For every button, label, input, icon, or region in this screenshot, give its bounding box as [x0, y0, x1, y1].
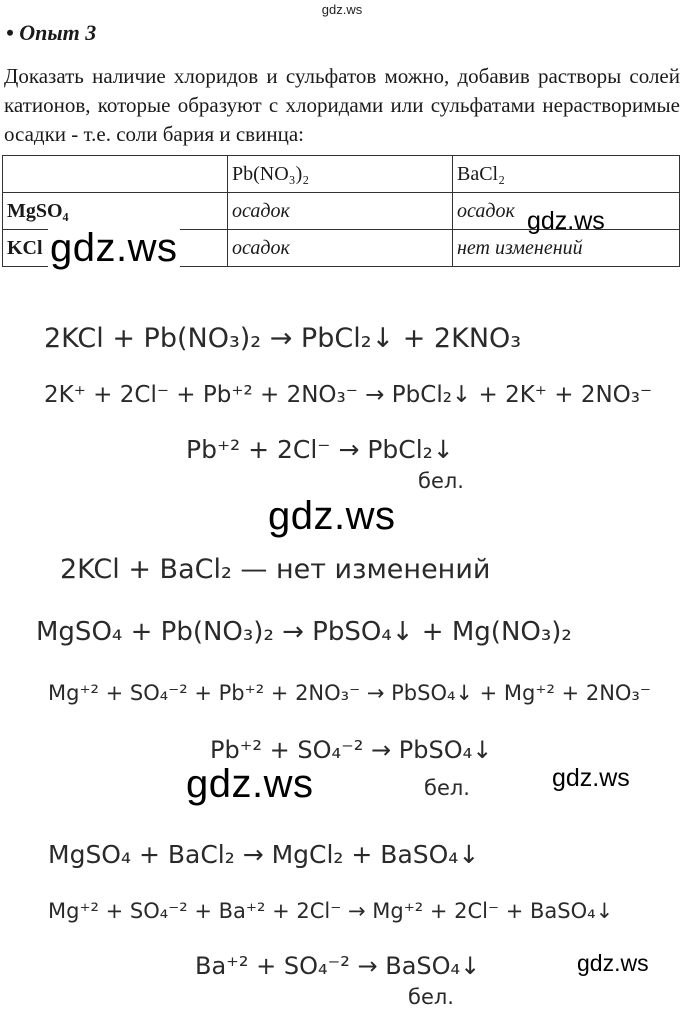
handwritten-equations	[0, 290, 684, 1010]
table-cell: осадок	[453, 193, 680, 230]
table-cell: нет изменений	[453, 230, 680, 267]
eq-mgso4-pb-molecular: MgSO₄ + Pb(NO₃)₂ → PbSO₄↓ + Mg(NO₃)₂	[36, 617, 572, 647]
row-label-kcl: KCl	[3, 230, 228, 267]
watermark-top: gdz.ws	[321, 2, 363, 17]
eq-kcl-ba-molecular: 2KCl + BaCl₂ — нет изменений	[60, 554, 491, 585]
eq-mgso4-ba-full-ionic: Mg⁺² + SO₄⁻² + Ba⁺² + 2Cl⁻ → Mg⁺² + 2Cl⁻ + BaSO₄↓	[48, 899, 614, 923]
eq-mgso4-ba-molecular: MgSO₄ + BaCl₂ → MgCl₂ + BaSO₄↓	[48, 840, 480, 869]
watermark-middle: gdz.ws	[268, 494, 396, 538]
watermark-bottom-right: gdz.ws	[577, 950, 649, 976]
eq-kcl-pb-short-ionic: Pb⁺² + 2Cl⁻ → PbCl₂↓	[186, 435, 454, 464]
row-label-mgso4: MgSO₄	[3, 193, 228, 230]
watermark-lower-left: gdz.ws	[186, 762, 314, 806]
note-white-precipitate: бел.	[424, 776, 470, 800]
table-header-pb: Pb(NO₃)₂	[228, 156, 453, 193]
table-cell: осадок	[228, 230, 453, 267]
eq-mgso4-pb-short-ionic: Pb⁺² + SO₄⁻² → PbSO₄↓	[210, 736, 493, 764]
eq-mgso4-ba-short-ionic: Ba⁺² + SO₄⁻² → BaSO₄↓	[195, 952, 481, 980]
table-header-row	[3, 156, 680, 193]
eq-kcl-pb-molecular: 2KCl + Pb(NO₃)₂ → PbCl₂↓ + 2KNO₃	[44, 323, 522, 354]
eq-kcl-pb-full-ionic: 2K⁺ + 2Cl⁻ + Pb⁺² + 2NO₃⁻ → PbCl₂↓ + 2K⁺ + 2NO₃⁻	[44, 382, 653, 408]
table-cell: осадок	[228, 193, 453, 230]
experiment-heading: • Опыт 3	[6, 20, 97, 45]
intro-paragraph: Доказать наличие хлоридов и сульфатов можно, добавив растворы солей катионов, которые образуют с хлоридами или сульфатами нерастворимые осадки - т.е. соли бария и свинца:	[4, 64, 680, 146]
eq-mgso4-pb-full-ionic: Mg⁺² + SO₄⁻² + Pb⁺² + 2NO₃⁻ → PbSO₄↓ + Mg⁺² + 2NO₃⁻	[48, 681, 651, 705]
watermark-table-right: gdz.ws	[527, 207, 605, 235]
table-cell	[3, 156, 228, 193]
table-header-ba: BaCl₂	[453, 156, 680, 193]
watermark-table-left: gdz.ws	[50, 226, 178, 270]
note-white-precipitate: бел.	[408, 985, 454, 1009]
watermark-lower-right: gdz.ws	[552, 764, 630, 792]
note-white-precipitate: бел.	[418, 469, 464, 493]
